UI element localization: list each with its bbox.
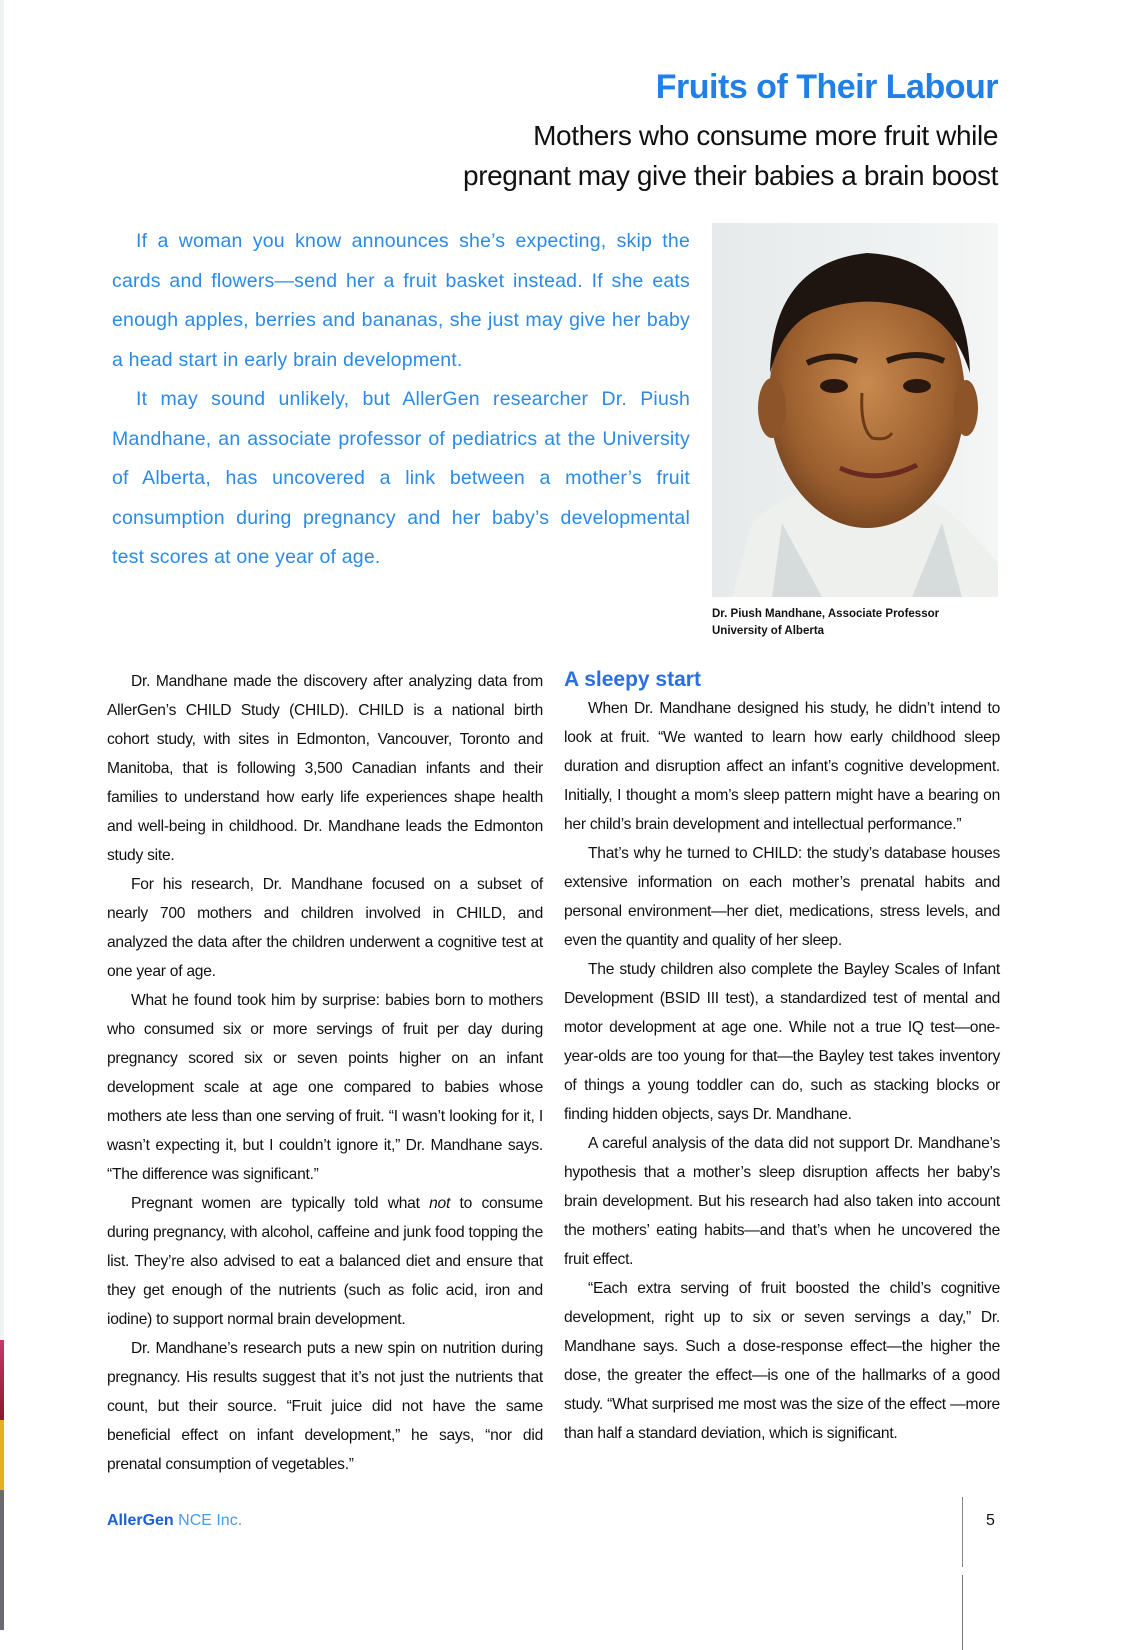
body-paragraph: For his research, Dr. Mandhane focused on a subset of nearly 700 mothers and children involved in CHILD, and analyzed the data after the children underwent a cognitive test at one year of age.	[107, 876, 543, 980]
brand-suffix: NCE Inc.	[173, 1512, 243, 1529]
body-paragraph: When Dr. Mandhane designed his study, he didn’t intend to look at fruit. “We wanted to learn how early childhood sleep duration and disruption affect an infant’s cognitive development. Initially, I thought a mom’s sleep pattern might have a bearing on her child’s brain development and intellectual performance.”	[564, 700, 1000, 833]
caption-line: University of Alberta	[712, 625, 825, 637]
portrait-photo	[712, 223, 998, 597]
body-paragraph: A careful analysis of the data did not support Dr. Mandhane’s hypothesis that a mother’s sleep disruption affects her baby’s brain development. But his research had also taken into account the mothers’ eating habits—and that’s when he uncovered the fruit effect.	[564, 1135, 1000, 1268]
section-heading: A sleepy start	[564, 668, 701, 691]
page-edge-strip	[0, 0, 4, 1340]
page-edge-color-band-gray	[0, 1490, 4, 1630]
brand-name: AllerGen	[107, 1512, 174, 1529]
portrait-photo-icon	[712, 223, 998, 597]
photo-caption	[712, 606, 939, 640]
emphasis-text: not	[429, 1195, 451, 1212]
article-title: Fruits of Their Labour	[655, 68, 998, 106]
article-subtitle	[438, 116, 998, 196]
body-paragraph	[107, 1189, 543, 1334]
footer-divider	[962, 1497, 963, 1567]
body-paragraph: Dr. Mandhane made the discovery after analyzing data from AllerGen’s CHILD Study (CHILD). CHILD is a national birth cohort study, with sites in Edmonton, Vancouver, Toronto and Manitoba, that is following 3,500 Canadian infants and their families to understand how early life experiences shape health and well-being in childhood. Dr. Mandhane leads the Edmonton study site.	[107, 673, 543, 864]
text-run: Pregnant women are typically told what	[131, 1195, 430, 1212]
subtitle-line: Mothers who consume more fruit while	[533, 120, 998, 151]
body-column-right	[564, 665, 1000, 1448]
subtitle-line: pregnant may give their babies a brain boost	[463, 160, 998, 191]
body-paragraph: That’s why he turned to CHILD: the study’s database houses extensive information on each mother’s prenatal habits and personal environment—her diet, medications, stress levels, and even the quantity and quality of her sleep.	[564, 845, 1000, 949]
intro-paragraph: If a woman you know announces she’s expecting, skip the cards and flowers—send her a fruit basket instead. If she eats enough apples, berries and bananas, she just may give her baby a head start in early brain development.	[112, 230, 690, 371]
page-edge-color-band-red	[0, 1340, 4, 1420]
page-edge-color-band-yellow	[0, 1420, 4, 1490]
caption-line: Dr. Piush Mandhane, Associate Professor	[712, 608, 940, 620]
body-paragraph: The study children also complete the Bayley Scales of Infant Development (BSID III test), a standardized test of mental and motor development at age one. While not a true IQ test—one-year-olds are too young for that—the Bayley test takes inventory of things a young toddler can do, such as stacking blocks or finding hidden objects, says Dr. Mandhane.	[564, 961, 1000, 1123]
intro-text	[112, 222, 690, 578]
intro-paragraph: It may sound unlikely, but AllerGen researcher Dr. Piush Mandhane, an associate professor of pediatrics at the University of Alberta, has uncovered a link between a mother’s fruit consumption during pregnancy and her baby’s developmental test scores at one year of age.	[112, 388, 690, 568]
footer-divider	[962, 1575, 963, 1650]
body-paragraph: “Each extra serving of fruit boosted the child’s cognitive development, right up to six or seven servings a day,” Dr. Mandhane says. Such a dose-response effect—the higher the dose, the greater the effect—is one of the hallmarks of a good study. “What surprised me most was the size of the effect —more than half a standard deviation, which is significant.	[564, 1280, 1000, 1442]
text-run: to consume during pregnancy, with alcohol, caffeine and junk food topping the list. They’re also advised to eat a balanced diet and ensure that they get enough of the nutrients (such as folic acid, iron and iodine) to support normal brain development.	[107, 1195, 543, 1328]
footer-brand	[107, 1512, 242, 1530]
page-number: 5	[986, 1512, 995, 1529]
body-paragraph: Dr. Mandhane’s research puts a new spin on nutrition during pregnancy. His results suggest that it’s not just the nutrients that count, but their source. “Fruit juice did not have the same beneficial effect on infant development,” he says, “nor did prenatal consumption of vegetables.”	[107, 1340, 543, 1473]
body-paragraph: What he found took him by surprise: babies born to mothers who consumed six or more servings of fruit per day during pregnancy scored six or seven points higher on an infant development scale at age one compared to babies whose mothers ate less than one serving of fruit. “I wasn’t looking for it, I wasn’t expecting it, but I couldn’t ignore it,” Dr. Mandhane says. “The difference was significant.”	[107, 992, 543, 1183]
body-column-left	[107, 667, 543, 1479]
